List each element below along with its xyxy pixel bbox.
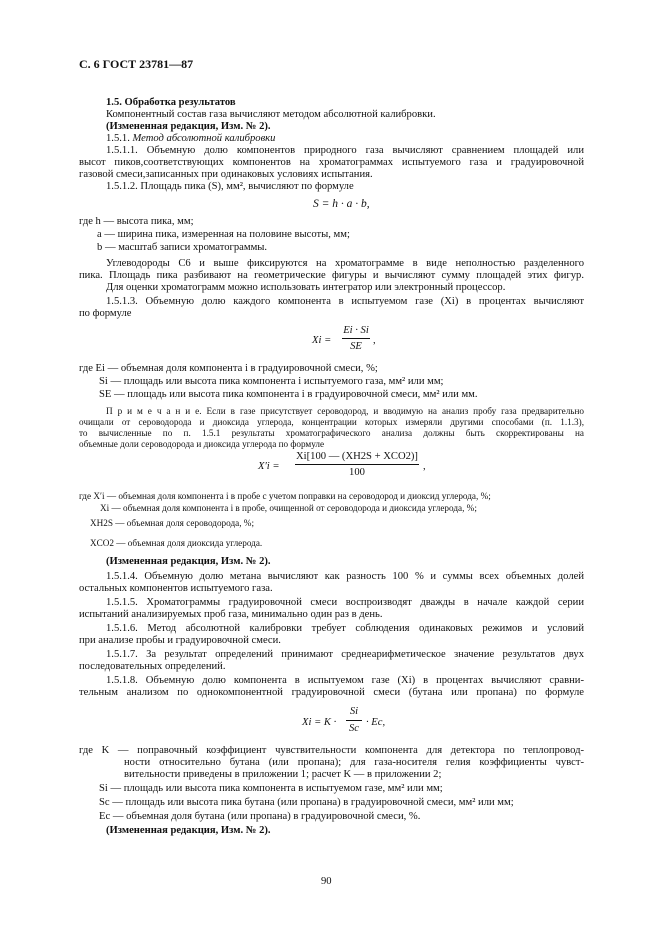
where-x-co2: XCO2 — объемная доля диоксида углерода. — [90, 538, 263, 548]
note-line1: П р и м е ч а н и е. Если в газе присутствует сероводород, и вводимую на анализ пробу газа предварительно — [106, 406, 584, 416]
where-ec: Ec — объемная доля бутана (или пропана) в градуировочной смеси, %. — [99, 811, 421, 822]
para-1-5-1-1-line2: высот пиков,соответствующих компонентов на хроматограммах испытуемого газа и градуировочной — [79, 157, 584, 168]
section-number: 1.5.1. — [106, 133, 130, 144]
formula-xi-tail: , — [373, 335, 376, 346]
where-a: a — ширина пика, измеренная на половине высоты, мм; — [97, 229, 350, 240]
para-1-5-1-2: 1.5.1.2. Площадь пика (S), мм², вычисляют по формуле — [106, 181, 354, 192]
section-title: Метод абсолютной калибровки — [132, 133, 276, 144]
formula-comparative-denominator: Sc — [349, 723, 359, 734]
fraction-bar — [346, 720, 362, 721]
where-k-line1: где K — поправочный коэффициент чувствительности компонента для детектора по теплопровод- — [79, 745, 584, 756]
where-si: Si — площадь или высота пика компонента в испытуемом газе, мм² или мм; — [99, 783, 443, 794]
formula-comparative-numerator: Si — [349, 706, 359, 717]
page-number: 90 — [321, 876, 332, 887]
formula-xi-denominator: SE — [350, 341, 362, 352]
para-1-5-1-1-line1: 1.5.1.1. Объемную долю компонентов природного газа вычисляют сравнением площадей или — [106, 145, 584, 156]
formula-xi-lhs: Xi = — [312, 335, 332, 346]
para-c6-line1: Углеводороды С6 и выше фиксируются на хроматограмме в виде неполностью разделенного — [106, 258, 584, 269]
para-c6-line2: пика. Площадь пика разбивают на геометрические фигуры и вычисляют сумму площадей этих фигур. — [79, 270, 584, 281]
fraction-bar — [342, 338, 370, 339]
formula-comparative-tail: · Ec, — [366, 717, 386, 728]
fraction-bar — [295, 464, 419, 465]
formula-xi-prime-lhs: X′i = — [258, 461, 280, 472]
section-1-5-1 — [106, 133, 275, 145]
where-si: Si — площадь или высота пика компонента i испытуемого газа, мм² или мм; — [99, 376, 444, 387]
where-xi-prime: где X′i — объемная доля компонента i в пробе с учетом поправки на сероводород и диоксид углерода, %; — [79, 491, 491, 501]
para-1-5-1-6-line1: 1.5.1.6. Метод абсолютной калибровки требует соблюдения одинаковых режимов и условий — [106, 623, 584, 634]
para-1-5-1-4-line1: 1.5.1.4. Объемную долю метана вычисляют как разность 100 % и суммы всех объемных долей — [106, 571, 584, 582]
where-ei: где Ei — объемная доля компонента i в градуировочной смеси, %; — [79, 363, 378, 374]
where-k-line2: ности относительно бутана (или пропана); для газа-носителя гелия коэффициенты чувст- — [124, 757, 584, 768]
para-1-5-1-5-line1: 1.5.1.5. Хроматограммы градуировочной смеси воспроизводят дважды в начале каждой серии — [106, 597, 584, 608]
formula-xi-prime-numerator: Xi[100 — (XH2S + XCO2)] — [296, 451, 418, 462]
where-xi-purified: Xi — объемная доля компонента i в пробе, очищенной от сероводорода и диоксида углерода, %; — [100, 503, 477, 513]
para-c6-line3: Для оценки хроматограмм можно использовать интегратор или электронный процессор. — [106, 282, 506, 293]
para-1-5-1-1-line3: газовой смеси,записанных при одинаковых условиях испытания. — [79, 169, 373, 180]
where-h: где h — высота пика, мм; — [79, 216, 194, 227]
amendment-note: (Измененная редакция, Изм. № 2). — [106, 556, 271, 567]
where-b: b — масштаб записи хроматограммы. — [97, 242, 268, 253]
where-se: SE — площадь или высота пика компонента i в градуировочной смеси, мм² или мм. — [99, 389, 478, 400]
para-1-5-1-7-line2: последовательных определений. — [79, 661, 226, 672]
para-1-5-1-8-line1: 1.5.1.8. Объемную долю компонента в испытуемом газе (Xi) в процентах вычисляют сравни- — [106, 675, 584, 686]
para-1-5-1-3-line2: по формуле — [79, 308, 132, 319]
where-k-line3: вительности приведены в приложении 1; расчет K — в приложении 2; — [124, 769, 442, 780]
section-1-5-title: 1.5. Обработка результатов — [106, 97, 236, 108]
amendment-note: (Измененная редакция, Изм. № 2). — [106, 825, 271, 836]
note-line3: то вычисленные по п. 1.5.1 результаты хроматографического анализа должны быть скорректированы на — [79, 428, 584, 438]
para-1-5-1-5-line2: испытаний анализируемых проб газа, минимально один раз в день. — [79, 609, 383, 620]
formula-comparative-lhs: Xi = K · — [302, 717, 337, 728]
formula-xi-numerator: Ei · Si — [343, 325, 369, 336]
para-1-5-1-6-line2: при анализе пробы и градуировочной смеси. — [79, 635, 281, 646]
para-1-5-1-4-line2: остальных компонентов испытуемого газа. — [79, 583, 273, 594]
amendment-note: (Измененная редакция, Изм. № 2). — [106, 121, 271, 132]
note-line2: очищали от сероводорода и диоксида углерода, концентрации которых измеряли другими способами (п. 1.1.3), — [79, 417, 584, 427]
where-x-h2s: XH2S — объемная доля сероводорода, %; — [90, 518, 255, 528]
note-line4: объемные доли сероводорода и диоксида углерода по формуле — [79, 439, 325, 449]
para-1-5-1-3-line1: 1.5.1.3. Объемную долю каждого компонента в испытуемом газе (Xi) в процентах вычисляют — [106, 296, 584, 307]
page-header: С. 6 ГОСТ 23781—87 — [79, 57, 194, 71]
para-1-5-1-8-line2: тельным анализом по однокомпонентной градуировочной смеси (бутана или пропана) по формуле — [79, 687, 584, 698]
formula-xi-prime-tail: , — [423, 461, 426, 472]
para-1-5-1-7-line1: 1.5.1.7. За результат определений принимают среднеарифметическое значение результатов двух — [106, 649, 584, 660]
section-1-5-text: Компонентный состав газа вычисляют методом абсолютной калибровки. — [106, 109, 436, 120]
formula-peak-area: S = h · a · b, — [313, 198, 370, 210]
formula-xi-prime-denominator: 100 — [349, 467, 365, 478]
where-sc: Sc — площадь или высота пика бутана (или пропана) в градуировочной смеси, мм² или мм; — [99, 797, 514, 808]
